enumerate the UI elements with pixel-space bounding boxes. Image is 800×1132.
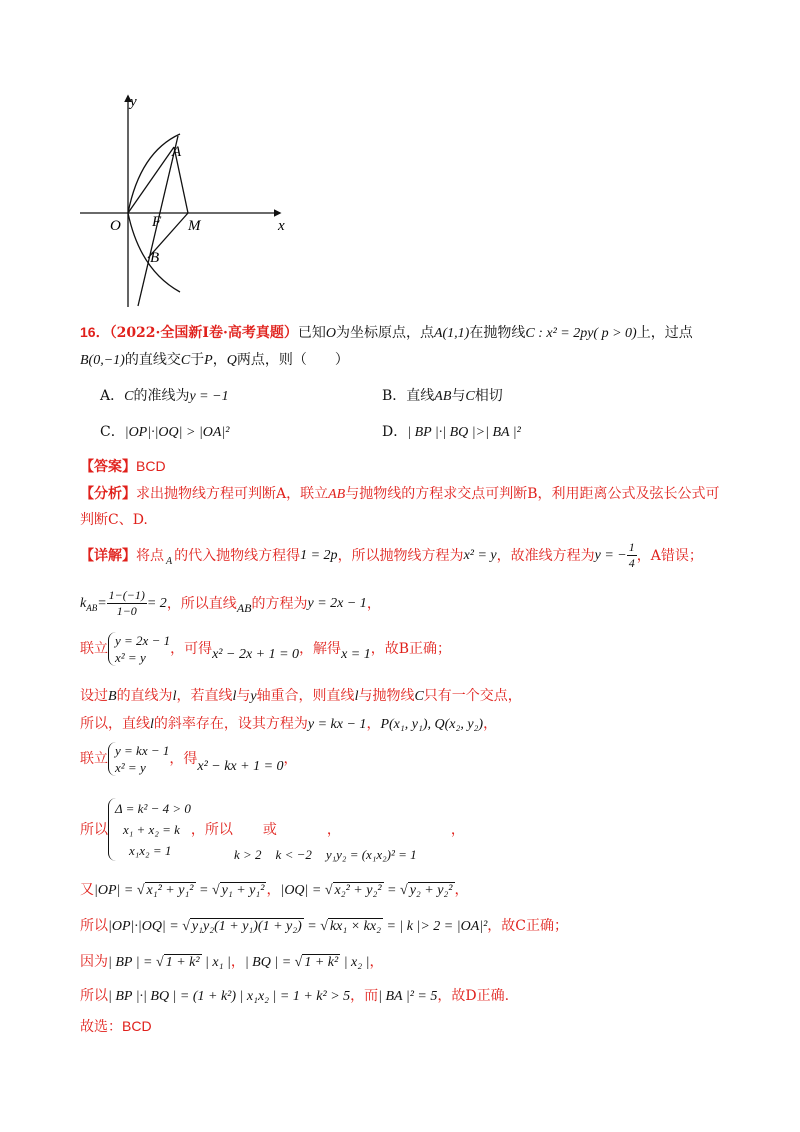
option-d-label: D． [382,424,408,440]
detail-text: 的斜率存在，设其方程为 [153,716,308,732]
detail-line-5 [80,714,497,735]
option-d-eq: | BP |·| BQ |>| BA |² [407,425,521,440]
detail-text: 的方程为 [251,595,308,612]
detail-line-7-sub [234,845,417,865]
q-text: ， [212,352,227,368]
label-O: O [110,218,121,234]
detail-eq: 1 = 2p [300,547,338,563]
detail-line-3 [80,632,451,666]
detail-line-10: 因为| BP | = √ 1 + k² | x₁ |，| BQ | = √ 1 + k² | x₂ |， [80,954,384,970]
detail-text: 所以 [80,918,108,934]
detail-text: ， [366,595,381,612]
detail-eq: x = 1 [341,647,371,662]
detail-eq: y = − [594,547,627,563]
detail-eq: = | k |> 2 = |OA|² [382,919,488,934]
q-text: 在抛物线 [469,325,526,341]
detail-text: 或 [262,821,277,838]
detail-var: l [150,717,154,732]
system-of-conditions [108,798,191,861]
label-x: x [278,218,285,234]
detail-line-9: 所以|OP|·|OQ| = √ y₁y₂(1 + y₁)(1 + y₂) = √ kx₁ × kx₂ = | k |> 2 = |OA|²，故C正确； [80,918,569,934]
detail-text: ，可得 [170,641,213,657]
label-F: F [152,214,162,230]
detail-sqrt: y₂ + y₂² [409,883,453,898]
detail-text: 的代入抛物线方程得 [174,547,301,564]
detail-text: ，所以 [190,821,233,838]
detail-eq: y = kx − 1 [307,717,367,732]
analysis-text: 判断C、D. [80,512,148,528]
option-a[interactable] [100,386,229,407]
detail-text: 所以，直线 [80,716,150,732]
detail-text: ，故C正确； [487,918,569,934]
option-b-text: 相切 [474,388,503,404]
detail-var: B [108,689,117,704]
parabola-figure [80,92,300,312]
detail-line-2 [80,588,381,619]
detail-eq: | BP |·| BQ | = (1 + k²) | x₁x₂ | = 1 + k² > 5 [108,989,351,1004]
system-eq: x² = y [115,760,146,775]
detail-sub: AB [86,602,98,613]
detail-tag: 【详解】 [80,547,136,564]
option-c-eq: |OP|·|OQ| > |OA|² [124,425,230,440]
detail-eq: |OP|·|OQ| = [108,919,183,934]
detail-line-4 [80,686,522,707]
analysis-tag: 【分析】 [80,486,136,502]
detail-text: 联立 [80,641,108,657]
detail-text: 因为 [80,954,108,970]
detail-var: y [250,689,257,704]
detail-eq: x² − kx + 1 = 0 [197,759,284,774]
detail-eq: | BQ | = [244,955,295,970]
detail-sqrt: 1 + k² [304,955,339,970]
detail-eq: = [303,919,321,934]
detail-sqrt: x₁² + y₁² [146,883,194,898]
detail-text: ， [450,821,465,838]
detail-sqrt: 1 + k² [165,955,200,970]
option-b-text: 与 [451,388,466,404]
system-eq: x₁x₂ = 1 [129,843,172,858]
option-a-eq: y = −1 [189,389,229,404]
detail-line-8: 又|OP| = √ x₁² + y₁² = √ y₁ + y₁² ，|OQ| = √ x₂² + y₂² = √ y₂ + y₂² ， [80,882,469,898]
detail-eq: y = 2x − 1 [307,595,367,611]
detail-text: 所以 [80,988,108,1004]
detail-var: l [232,689,237,704]
detail-text: 将点 [136,547,164,564]
system-eq: x² = y [115,650,146,665]
label-M: M [188,218,201,234]
option-b-var: C [465,389,475,404]
option-a-var: C [124,389,134,404]
q-text: 为坐标原点，点 [335,325,434,341]
option-b[interactable] [382,386,503,407]
system-eq: y = 2x − 1 [115,633,171,648]
option-c[interactable] [100,422,230,443]
detail-sqrt: x₂² + y₂² [334,883,382,898]
detail-text: ，若直线 [176,688,233,704]
detail-text: ， [326,821,341,838]
detail-fraction [627,540,637,571]
detail-text: 设过 [80,688,108,704]
q-point-B: B(0,−1) [80,353,125,368]
detail-text: ，所以抛物线方程为 [337,547,464,564]
final-answer: BCD [122,1018,152,1034]
option-b-var: AB [434,389,452,404]
detail-text: ， [230,954,245,970]
detail-eq: | x₂ | [340,955,370,970]
analysis-var: AB [328,487,346,502]
detail-eq: |OQ| = [280,883,325,898]
analysis-line-2 [80,510,148,530]
detail-text: ， [369,954,384,970]
question-source: （2022·全国新Ⅰ卷·高考真题） [109,325,298,341]
q-var-C: C [180,353,191,368]
detail-text: ， [454,882,469,898]
q-text: 两点，则（ ） [236,352,349,368]
detail-var: AB [236,600,252,615]
detail-text: 联立 [80,751,108,767]
system-eq: Δ = k² − 4 > 0 [115,801,191,816]
label-A: A [172,144,182,160]
detail-text: 只有一个交点， [423,688,522,704]
answer-value: BCD [136,458,166,474]
detail-eq: | BA |² = 5 [378,989,438,1004]
option-d[interactable] [382,422,521,443]
question-number: 16． [80,324,110,340]
detail-text: ，故D正确. [437,988,510,1004]
detail-text: ，故B正确； [370,641,452,657]
detail-line-11 [80,986,509,1007]
q-var-O: O [325,326,336,341]
detail-eq: y₁y₂ = (x₁x₂)² = 1 [325,847,417,862]
answer-tag: 【答案】 [80,459,136,475]
detail-var: l [172,689,177,704]
option-c-label: C． [100,424,125,440]
detail-eq: |OP| = [94,883,137,898]
detail-eq: = [97,595,107,611]
detail-text: 所以 [80,821,108,838]
detail-text: ， [366,716,381,732]
detail-sqrt: y₁ + y₁² [221,883,265,898]
option-a-label: A． [100,388,125,404]
detail-var: A [166,555,173,567]
detail-text: ，解得 [299,641,342,657]
system-of-equations [108,632,170,666]
q-text: 的直线交 [124,352,181,368]
detail-eq: x² = y [463,547,497,563]
detail-text: ，得 [169,751,198,767]
q-text: 于 [190,352,205,368]
frac-num: 1 [628,540,635,554]
detail-var: C [414,689,424,704]
frac-den: 4 [628,556,635,570]
option-b-label: B． [382,388,407,404]
detail-line-1 [80,540,703,571]
detail-text: ，故准线方程为 [496,547,595,564]
detail-text: ， [283,751,298,767]
detail-line-6 [80,742,298,776]
detail-eq: k < −2 [275,847,312,862]
analysis-text: 求出抛物线方程可判断A，联立 [136,486,329,502]
detail-sqrt: kx₁ × kx₂ [329,919,381,934]
detail-eq: = [383,883,400,898]
answer-line [80,456,166,477]
q-text: 已知 [297,325,326,341]
option-a-text: 的准线为 [133,388,190,404]
detail-text: 的直线为 [116,688,173,704]
q-point-A: A(1,1) [433,326,470,341]
detail-text: 轴重合，则直线 [256,688,355,704]
detail-fraction [107,588,147,619]
detail-eq: | x₁ | [201,955,231,970]
system-of-equations [108,742,169,776]
detail-eq: k > 2 [234,847,262,862]
detail-eq: = 2 [146,595,167,611]
detail-text: ， [266,882,281,898]
detail-line-12 [80,1016,152,1037]
detail-var: l [354,689,359,704]
detail-text: ，所以直线 [166,595,237,612]
detail-text: 又 [80,882,94,898]
analysis-line-1 [80,484,720,505]
option-b-text: 直线 [406,388,435,404]
system-eq: x₁ + x₂ = k [123,822,180,837]
frac-den: 1−0 [116,604,137,618]
q-var-Q: Q [226,353,237,368]
detail-eq: = [195,883,212,898]
q-text: 上，过点 [636,325,693,341]
label-y: y [130,94,137,110]
analysis-text: 与抛物线的方程求交点可判断B，利用距离公式及弦长公式可 [345,486,720,502]
detail-eq: | BP | = [108,955,156,970]
question-line-2 [80,350,349,371]
frac-num: 1−(−1) [108,588,145,602]
detail-text: 与抛物线 [358,688,415,704]
detail-eq: x² − 2x + 1 = 0 [212,647,300,662]
system-eq: y = kx − 1 [115,743,170,758]
label-B: B [150,250,160,266]
detail-text: ， [483,716,498,732]
question-line-1 [80,322,693,344]
detail-text: ，A错误； [636,547,703,564]
detail-text: 与 [236,688,251,704]
q-var-P: P [204,353,213,368]
q-parabola: C : x² = 2py( p > 0) [525,326,637,341]
detail-eq: P(x₁, y₁), Q(x₂, y₂) [380,717,484,732]
detail-var: k [80,595,87,611]
detail-sqrt: y₁y₂(1 + y₁)(1 + y₂) [191,919,302,934]
detail-text: 故选： [80,1019,122,1035]
detail-text: ，而 [350,988,379,1004]
